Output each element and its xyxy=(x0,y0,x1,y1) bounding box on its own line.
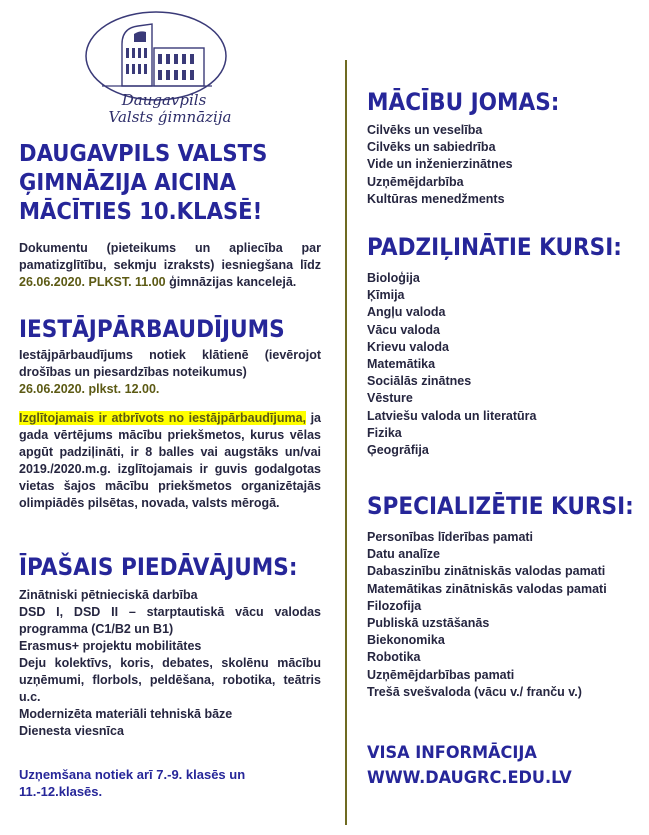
exempt-paragraph xyxy=(19,410,321,512)
offer-item: Zinātniski pētnieciskā darbība xyxy=(19,588,198,602)
title-line: MĀCĪTIES 10.KLASĒ! xyxy=(19,199,263,225)
info-block xyxy=(367,741,572,791)
offer-heading: ĪPAŠAIS PIEDĀVĀJUMS: xyxy=(19,553,298,581)
main-title xyxy=(19,140,267,227)
list-item: Vide un inženierzinātnes xyxy=(367,157,513,172)
advanced-list xyxy=(367,270,537,459)
list-item: Bioloģija xyxy=(367,271,420,285)
list-item: Matemātikas zinātniskās valodas pamati xyxy=(367,581,607,596)
advanced-heading: PADZIĻINĀTIE KURSI: xyxy=(367,233,622,261)
list-item: Datu analīze xyxy=(367,547,440,562)
school-logo xyxy=(82,8,230,132)
list-item: Ķīmija xyxy=(367,288,405,303)
admission-line: Uzņemšana notiek arī 7.-9. klasēs un xyxy=(19,767,246,782)
documents-paragraph xyxy=(19,240,321,291)
offer-item: Deju kolektīvs, koris, debates, skolēnu mācību uzņēmumi, florbols, peldēšana, robotika, teātris u.c. xyxy=(19,656,321,704)
list-item: Fizika xyxy=(367,425,402,440)
list-item: Ģeogrāfija xyxy=(367,443,429,458)
list-item: Trešā svešvaloda (vācu v./ franču v.) xyxy=(367,684,582,699)
title-line: ĢIMNĀZIJA AICINA xyxy=(19,170,236,196)
exam-paragraph xyxy=(19,347,321,398)
list-item: Uzņēmējdarbība xyxy=(367,174,464,189)
specialized-heading: SPECIALIZĒTIE KURSI: xyxy=(367,492,634,520)
info-label: VISA INFORMĀCIJA xyxy=(367,743,537,763)
list-item: Latviešu valoda un literatūra xyxy=(367,408,537,423)
list-item: Dabaszinību zinātniskās valodas pamati xyxy=(367,564,606,579)
list-item: Cilvēks un sabiedrība xyxy=(367,140,496,155)
list-item: Krievu valoda xyxy=(367,339,449,354)
offer-item: Modernizēta materiāli tehniskā bāze xyxy=(19,707,233,721)
list-item: Robotika xyxy=(367,650,421,665)
areas-list xyxy=(367,122,513,208)
list-item: Personības līderības pamati xyxy=(367,530,534,544)
list-item: Vēsture xyxy=(367,391,413,406)
offer-item: DSD I, DSD II – starptautiskā vācu valodas programma (C1/B2 un B1) xyxy=(19,605,321,636)
list-item: Uzņēmējdarbības pamati xyxy=(367,667,515,682)
specialized-list xyxy=(367,529,607,701)
column-divider xyxy=(345,60,347,825)
offer-list xyxy=(19,587,321,740)
website-link[interactable]: WWW.DAUGRC.EDU.LV xyxy=(367,768,572,788)
offer-item: Erasmus+ projektu mobilitātes xyxy=(19,639,202,653)
exam-date: 26.06.2020. plkst. 12.00. xyxy=(19,382,160,396)
exam-heading: IESTĀJPĀRBAUDĪJUMS xyxy=(19,315,285,343)
documents-text: Dokumentu (pieteikums un apliecība par pamatizglītību, sekmju izraksts) iesniegšana līdz xyxy=(19,241,321,272)
list-item: Cilvēks un veselība xyxy=(367,123,483,137)
list-item: Vācu valoda xyxy=(367,322,440,337)
documents-place: ģimnāzijas kancelejā. xyxy=(169,275,297,289)
list-item: Kultūras menedžments xyxy=(367,191,505,206)
exam-text: Iestājpārbaudījums notiek klātienē (ievērojot drošības un piesardzības noteikumus) xyxy=(19,348,321,379)
admission-note xyxy=(19,766,321,800)
list-item: Angļu valoda xyxy=(367,305,446,320)
logo-text-line1: Daugavpils xyxy=(121,91,207,109)
list-item: Biekonomika xyxy=(367,633,445,648)
admission-line: 11.-12.klasēs. xyxy=(19,784,103,799)
list-item: Filozofija xyxy=(367,598,422,613)
list-item: Matemātika xyxy=(367,357,436,372)
areas-heading: MĀCĪBU JOMAS: xyxy=(367,88,560,116)
exempt-highlight: Izglītojamais ir atbrīvots no iestājpārbaudījuma, xyxy=(19,411,307,425)
list-item: Publiskā uzstāšanās xyxy=(367,616,490,631)
offer-item: Dienesta viesnīca xyxy=(19,724,124,738)
logo-text-line2: Valsts ģimnāzija xyxy=(108,108,232,126)
documents-deadline: 26.06.2020. PLKST. 11.00 xyxy=(19,275,166,289)
list-item: Sociālās zinātnes xyxy=(367,374,472,389)
title-line: DAUGAVPILS VALSTS xyxy=(19,141,268,167)
exempt-text: ja gada vērtējums mācību priekšmetos, kurus vēlas apgūt padziļināti, ir 8 balles vai augstāks un/vai 2019./2020.m.g. izglītojamais ir guvis godalgotas vietas šajos mācību priekšmetos organizētajās olimpiādēs pilsētas, novada, valsts mērogā. xyxy=(19,411,322,510)
